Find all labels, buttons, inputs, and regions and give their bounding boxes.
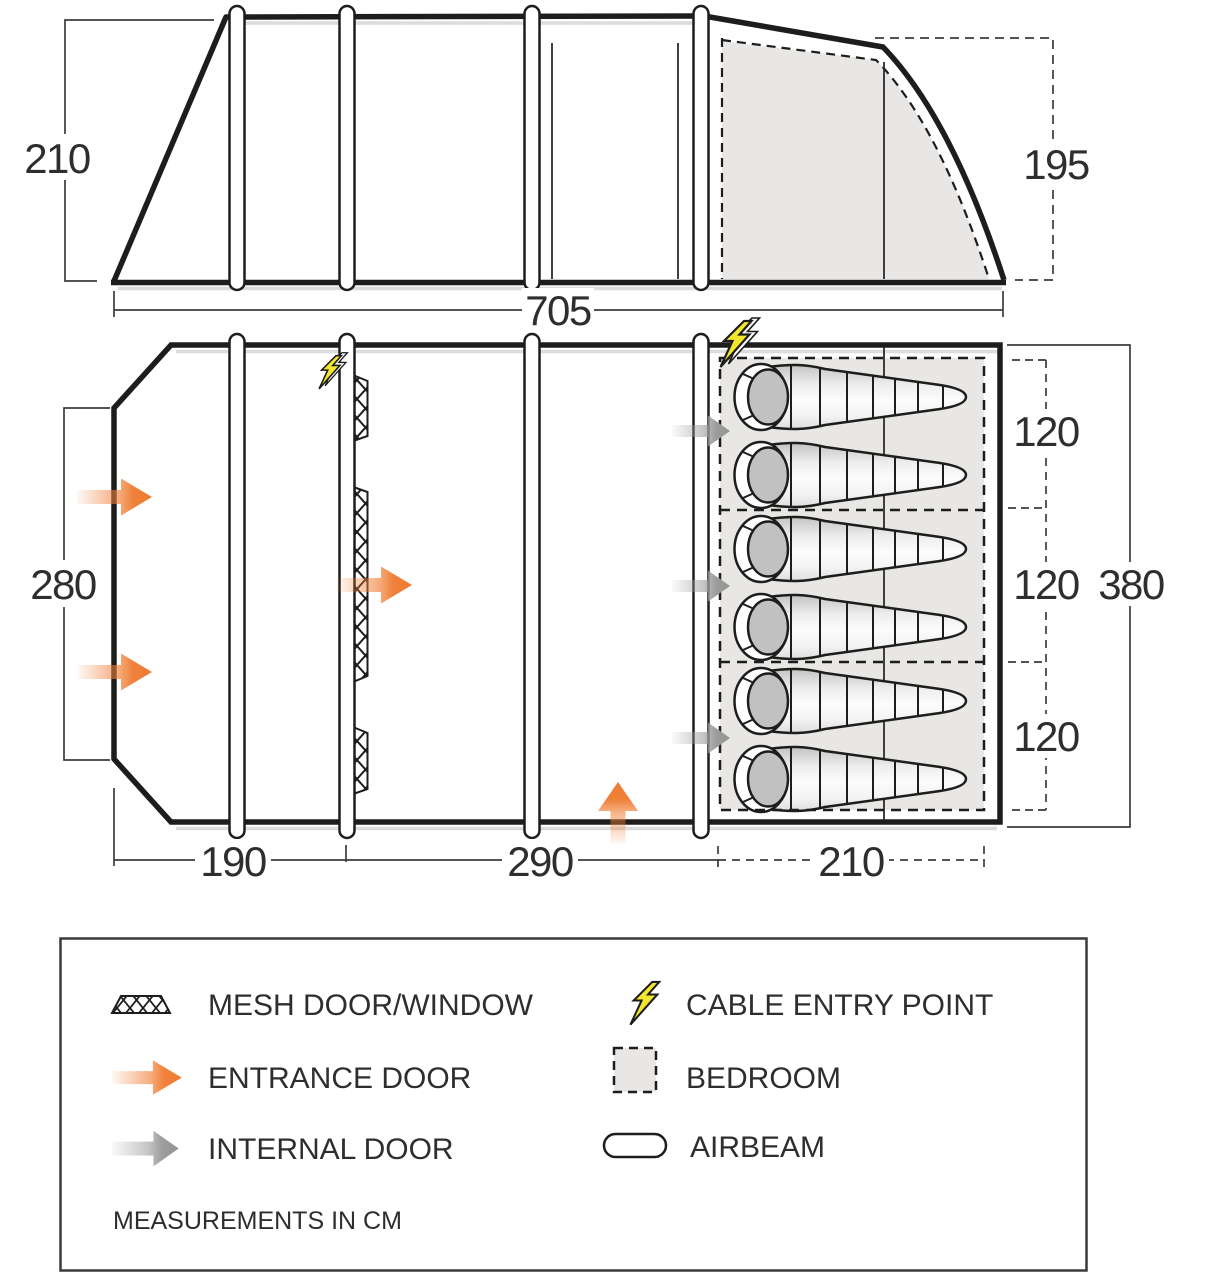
airbeam-icon (604, 1134, 666, 1157)
airbeam-pole (230, 6, 245, 290)
dim-bay-width-3: 120 (1013, 713, 1079, 760)
airbeam-pole (525, 6, 540, 290)
legend-label-cable: CABLE ENTRY POINT (686, 989, 994, 1022)
floor-plan-view (77, 318, 1000, 844)
dim-bedroom-total: 380 (1098, 561, 1164, 608)
legend (61, 939, 1087, 1271)
legend-label-mesh: MESH DOOR/WINDOW (208, 989, 533, 1022)
dim-living-width: 280 (30, 561, 96, 608)
legend-label-entrance: ENTRANCE DOOR (208, 1062, 472, 1095)
side-elevation-view (111, 6, 1006, 290)
mesh-door-window-icon-pattern (112, 996, 170, 1013)
airbeam-pole (694, 6, 709, 290)
dim-bedroom-inner-height: 195 (1023, 141, 1089, 188)
legend-label-bedroom: BEDROOM (686, 1062, 842, 1095)
airbeam-pole (230, 334, 245, 838)
dim-total-length: 705 (525, 287, 591, 334)
legend-note: MEASUREMENTS IN CM (113, 1207, 402, 1235)
airbeam-pole (525, 334, 540, 838)
legend-label-internal: INTERNAL DOOR (208, 1133, 454, 1166)
legend-label-airbeam: AIRBEAM (690, 1131, 826, 1164)
dim-bay-width-1: 120 (1013, 408, 1079, 455)
dim-living-section: 290 (507, 838, 573, 885)
dim-bedroom-section: 210 (818, 838, 884, 885)
dim-bay-width-2: 120 (1013, 561, 1079, 608)
airbeam-pole (340, 6, 355, 290)
dim-front-section: 190 (200, 838, 266, 885)
dim-side-height: 210 (24, 135, 90, 182)
bedroom-icon (614, 1048, 656, 1092)
